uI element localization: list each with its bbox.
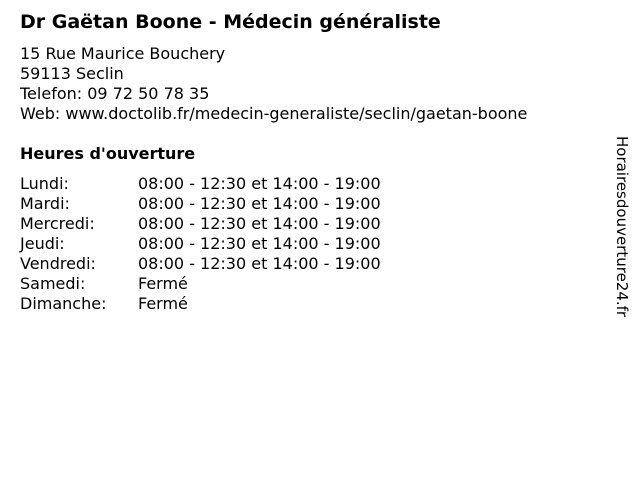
day-label: Lundi: bbox=[20, 174, 69, 193]
time-value: 08:00 - 12:30 et 14:00 - 19:00 bbox=[138, 234, 381, 253]
day-label: Vendredi: bbox=[20, 254, 96, 273]
opening-hours-heading: Heures d'ouverture bbox=[20, 144, 196, 163]
time-value: 08:00 - 12:30 et 14:00 - 19:00 bbox=[138, 254, 381, 273]
day-label: Dimanche: bbox=[20, 294, 107, 313]
city-postal-code: 59113 Seclin bbox=[20, 64, 124, 83]
time-value: 08:00 - 12:30 et 14:00 - 19:00 bbox=[138, 194, 381, 213]
website-url: Web: www.doctolib.fr/medecin-generaliste/seclin/gaetan-boone bbox=[20, 104, 528, 123]
time-value: Fermé bbox=[138, 274, 188, 293]
time-value: 08:00 - 12:30 et 14:00 - 19:00 bbox=[138, 214, 381, 233]
phone-number: Telefon: 09 72 50 78 35 bbox=[20, 84, 210, 103]
day-label: Mardi: bbox=[20, 194, 70, 213]
day-label: Samedi: bbox=[20, 274, 86, 293]
time-value: Fermé bbox=[138, 294, 188, 313]
address-block bbox=[20, 44, 527, 124]
page-title: Dr Gaëtan Boone - Médecin généraliste bbox=[20, 11, 441, 33]
street-address: 15 Rue Maurice Bouchery bbox=[20, 44, 226, 63]
day-label: Jeudi: bbox=[20, 234, 65, 253]
time-value: 08:00 - 12:30 et 14:00 - 19:00 bbox=[138, 174, 381, 193]
day-label: Mercredi: bbox=[20, 214, 95, 233]
site-watermark: Horairesdouverture24.fr bbox=[613, 136, 631, 318]
